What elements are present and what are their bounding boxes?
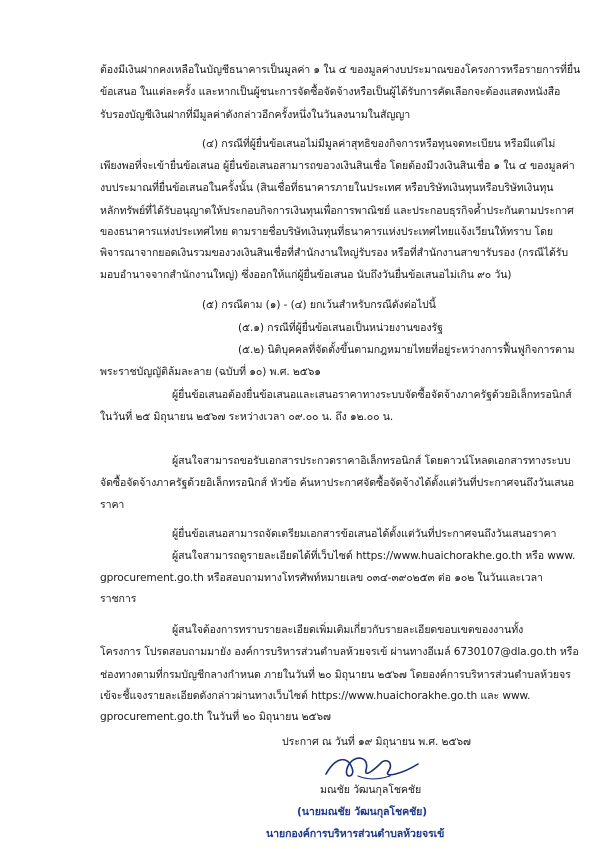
p1-line-1: ต้องมีเงินฝากคงเหลือในบัญชีธนาคารเป็นมูลค่า ๑ ใน ๔ ของมูลค่างบประมาณของโครงการหรือรายการที่ยื่น [100, 64, 581, 77]
p1-line-3: รับรองบัญชีเงินฝากที่มีมูลค่าดังกล่าวอีกครั้งหนึ่งในวันลงนามในสัญญา [100, 108, 411, 121]
p6-line-2: ในวันที่ ๒๕ มิถุนายน ๒๕๖๗ ระหว่างเวลา ๐๙.๐๐ น. ถึง ๑๒.๐๐ น. [100, 411, 394, 424]
p7-line-1: ผู้สนใจสามารถขอรับเอกสารประกวดราคาอิเล็กทรอนิกส์ โดยดาวน์โหลดเอกสารทางระบบ [172, 454, 571, 467]
p2-line-3: งบประมาณที่ยื่นข้อเสนอในครั้งนั้น (สินเชื่อที่ธนาคารภายในประเทศ หรือบริษัทเงินทุนหรือบริษัทเงินทุน [100, 182, 554, 195]
p2-line-7: มอบอำนาจจากสำนักงานใหญ่) ซึ่งออกให้แก่ผู้ยื่นข้อเสนอ นับถึงวันยื่นข้อเสนอไม่เกิน ๙๐ วัน) [100, 268, 512, 281]
signatory-position: นายกองค์การบริหารส่วนตำบลห้วยจรเข้ [266, 828, 445, 840]
p3-line-1: (๕) กรณีตาม (๑) - (๔) ยกเว้นสำหรับกรณีดังต่อไปนี้ [202, 299, 436, 312]
p2-line-6: พิจารณาจากยอดเงินรวมของวงเงินสินเชื่อที่สำนักงานใหญ่รับรอง หรือที่สำนักงานสาขารับรอง (กรณีได้รับ [100, 247, 568, 260]
p10-line-5: gprocurement.go.th ในวันที่ ๒๐ มิถุนายน ๒๕๖๗ [100, 711, 331, 724]
p2-line-2: เพียงพอที่จะเข้ายื่นข้อเสนอ ผู้ยื่นข้อเสนอสามารถขอวงเงินสินเชื่อ โดยต้องมีวงเงินสินเชื่อ ๑ ใน ๔ ของมูลค่า [100, 159, 575, 172]
p10-line-4: เข้จะชี้แจงรายละเอียดดังกล่าวผ่านทางเว็บไซต์ https://www.huaichorakhe.go.th และ www. [100, 690, 531, 703]
p7-line-3: ราคา [100, 499, 125, 512]
p10-line-1: ผู้สนใจต้องการทราบรายละเอียดเพิ่มเติมเกี่ยวกับรายละเอียดขอบเขตของงานทั้ง [172, 624, 524, 637]
p9-line-3: ราชการ [100, 593, 137, 606]
p2-line-5: ของธนาคารแห่งประเทศไทย ตามรายชื่อบริษัทเงินทุนที่ธนาคารแห่งประเทศไทยแจ้งเวียนให้ทราบ โดย [100, 225, 553, 238]
p8-line-1: ผู้ยื่นข้อเสนอสามารถจัดเตรียมเอกสารข้อเสนอได้ตั้งแต่วันที่ประกาศจนถึงวันเสนอราคา [172, 528, 557, 541]
p5-line-1: (๕.๒) นิติบุคคลที่จัดตั้งขึ้นตามกฎหมายไทยที่อยู่ระหว่างการฟื้นฟูกิจการตาม [238, 344, 575, 357]
p7-line-2: จัดซื้อจัดจ้างภาครัฐด้วยอิเล็กทรอนิกส์ หัวข้อ ค้นหาประกาศจัดซื้อจัดจ้างได้ตั้งแต่วันที่ประกาศจนถึงวันเสนอ [100, 477, 575, 490]
p6-line-1: ผู้ยื่นข้อเสนอต้องยื่นข้อเสนอและเสนอราคาทางระบบจัดซื้อจัดจ้างภาครัฐด้วยอิเล็กทรอนิกส์ [172, 388, 572, 401]
p2-line-4: หลักทรัพย์ที่ได้รับอนุญาตให้ประกอบกิจการเงินทุนเพื่อการพาณิชย์ และประกอบธุรกิจค้ำประกันตามประกาศ [100, 204, 574, 217]
p1-line-2: ข้อเสนอ ในแต่ละครั้ง และหากเป็นผู้ชนะการจัดซื้อจัดจ้างหรือเป็นผู้ได้รับการคัดเลือกจะต้องแสดงหนังสือ [100, 86, 561, 99]
p10-line-3: ช่องทางตามที่กรมบัญชีกลางกำหนด ภายในวันที่ ๒๐ มิถุนายน ๒๕๖๗ โดยองค์การบริหารส่วนตำบลห้วยจร [100, 668, 571, 681]
p9-line-1: ผู้สนใจสามารถดูรายละเอียดได้ที่เว็บไซต์ https://www.huaichorakhe.go.th หรือ www. [172, 549, 576, 562]
p2-line-1: (๔) กรณีที่ผู้ยื่นข้อเสนอไม่มีมูลค่าสุทธิของกิจการหรือทุนจดทะเบียน หรือมีแต่ไม่ [202, 137, 556, 150]
p4-line-1: (๕.๑) กรณีที่ผู้ยื่นข้อเสนอเป็นหน่วยงานของรัฐ [238, 321, 443, 334]
signatory-handwritten-name: มณชัย วัฒนกุลโชคชัย [320, 784, 422, 796]
signatory-printed-name: (นายมณชัย วัฒนกุลโชคชัย) [297, 806, 428, 818]
announce-date-line: ประกาศ ณ วันที่ ๑๙ มิถุนายน พ.ศ. ๒๕๖๗ [282, 736, 471, 748]
p9-line-2: gprocurement.go.th หรือสอบถามทางโทรศัพท์หมายเลข ๐๓๔-๓๙๐๒๕๓ ต่อ ๑๐๒ ในวันและเวลา [100, 571, 543, 584]
p5-line-2: พระราชบัญญัติล้มละลาย (ฉบับที่ ๑๐) พ.ศ. ๒๕๖๑ [100, 366, 321, 379]
p10-line-2: โครงการ โปรดสอบถามมายัง องค์การบริหารส่วนตำบลห้วยจรเข้ ผ่านทางอีเมล์ 6730107@dla.go.th หรือ [100, 646, 579, 659]
